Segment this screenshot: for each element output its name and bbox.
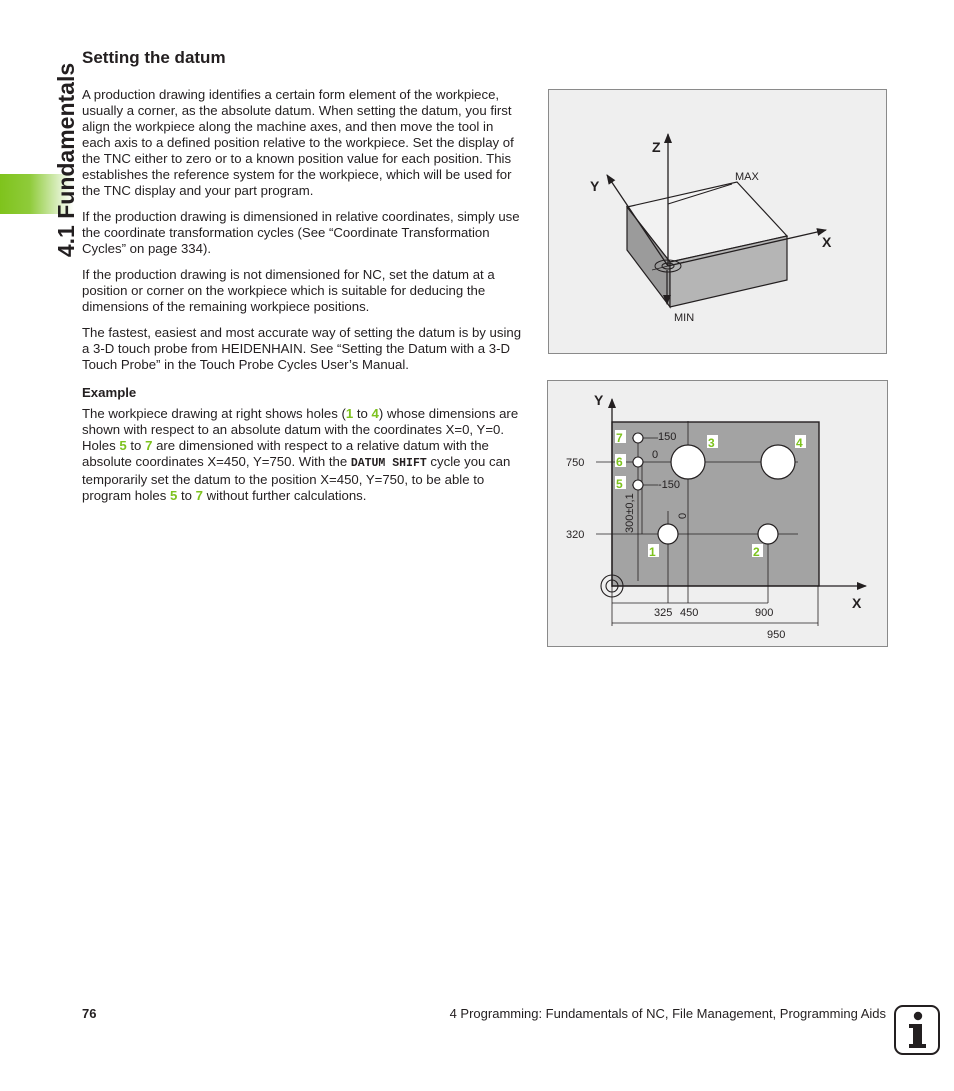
chapter-title-text: 4.1 Fundamentals <box>53 62 79 258</box>
hole-ref: 1 <box>345 406 354 421</box>
hole-ref: 5 <box>169 488 178 503</box>
hole-2 <box>758 524 778 544</box>
hole-5 <box>633 480 643 490</box>
hole-ref: 5 <box>119 438 127 453</box>
footer-chapter-title: 4 Programming: Fundamentals of NC, File Management, Programming Aids <box>449 1006 886 1021</box>
dim-325: 325 <box>654 607 673 619</box>
hole-label-5: 5 <box>616 477 623 491</box>
dim-neg150: -150 <box>658 479 681 491</box>
dim-450: 450 <box>680 607 699 619</box>
dim-0-top: 0 <box>652 449 659 461</box>
hole-6 <box>633 457 643 467</box>
paragraph: The fastest, easiest and most accurate way of setting the datum is by using a 3-D touch probe from HEIDENHAIN. See “Setting the Datum with a 3-D Touch Probe” in the Touch Probe Cycles User’s Manual. <box>82 325 522 372</box>
text-run: The workpiece drawing at right shows holes ( <box>82 406 346 421</box>
hole-ref: 7 <box>145 438 153 453</box>
y-axis-label: Y <box>590 178 600 194</box>
datum-3d-figure <box>548 89 887 354</box>
dim-950: 950 <box>767 629 786 641</box>
dim-750: 750 <box>566 457 585 469</box>
paragraph: If the production drawing is not dimensioned for NC, set the datum at a position or corner on the workpiece which is suitable for deducing the dimensions of the remaining workpiece positions. <box>82 267 495 314</box>
text-run: are dimensioned with respect to a relative datum with the absolute coordinates X=450, Y=750. With the <box>82 438 489 469</box>
hole-label-3: 3 <box>708 436 715 450</box>
code-term: DATUM SHIFT <box>350 457 427 470</box>
datum-3d-drawing <box>549 90 888 355</box>
text-run: ) whose dimensions are shown with respect to an absolute datum with the coordinates X=0, Y=0. Holes <box>82 406 519 453</box>
y-axis-label: Y <box>594 392 604 408</box>
section-heading: Setting the datum <box>82 48 226 67</box>
info-icon <box>894 1005 940 1055</box>
info-icon-glyph <box>896 1007 938 1053</box>
hole-3 <box>671 445 705 479</box>
workpiece-drawing-figure <box>547 380 888 647</box>
dim-900: 900 <box>755 607 774 619</box>
dim-320: 320 <box>566 529 585 541</box>
hole-4 <box>761 445 795 479</box>
max-label: MAX <box>735 171 759 183</box>
hole-7 <box>633 433 643 443</box>
paragraph: If the production drawing is dimensioned in relative coordinates, simply use the coordinate transformation cycles (See “Coordinate Transformation Cycles” on page 334). <box>82 209 520 256</box>
x-axis-label: X <box>852 595 862 611</box>
page-number: 76 <box>82 1006 97 1021</box>
dim-300: 300±0,1 <box>624 493 636 533</box>
text-run: to <box>177 488 196 503</box>
x-axis-label: X <box>822 234 832 250</box>
text-run: to <box>126 438 146 453</box>
z-axis-label: Z <box>652 139 661 155</box>
example-paragraph <box>82 406 524 504</box>
dim-0-vert: 0 <box>677 512 689 519</box>
hole-label-6: 6 <box>616 455 623 469</box>
text-run: to <box>353 406 372 421</box>
workpiece-drawing <box>548 381 889 648</box>
hole-label-1: 1 <box>649 545 656 559</box>
hole-ref: 4 <box>371 406 379 421</box>
text-run: cycle you can temporarily set the datum to the position X=450, Y=750, to be able to program holes <box>82 454 511 503</box>
text-run: without further calculations. <box>202 488 367 503</box>
hole-label-7: 7 <box>616 431 623 445</box>
hole-label-2: 2 <box>753 545 760 559</box>
example-heading: Example <box>82 385 137 400</box>
hole-ref: 7 <box>195 488 203 503</box>
hole-label-4: 4 <box>796 436 803 450</box>
dim-150: 150 <box>658 431 677 443</box>
section-body <box>82 87 524 514</box>
hole-1 <box>658 524 678 544</box>
min-label: MIN <box>674 312 695 324</box>
paragraph: A production drawing identifies a certain form element of the workpiece, usually a corner, as the absolute datum. When setting the datum, you first align the workpiece along the machine axes, and then move the tool in each axis to a defined position relative to the workpiece. Set the display of the TNC either to zero or to a known position value for each position. This establishes the reference system for the workpiece, which will be used for the TNC display and your part program. <box>82 87 514 198</box>
